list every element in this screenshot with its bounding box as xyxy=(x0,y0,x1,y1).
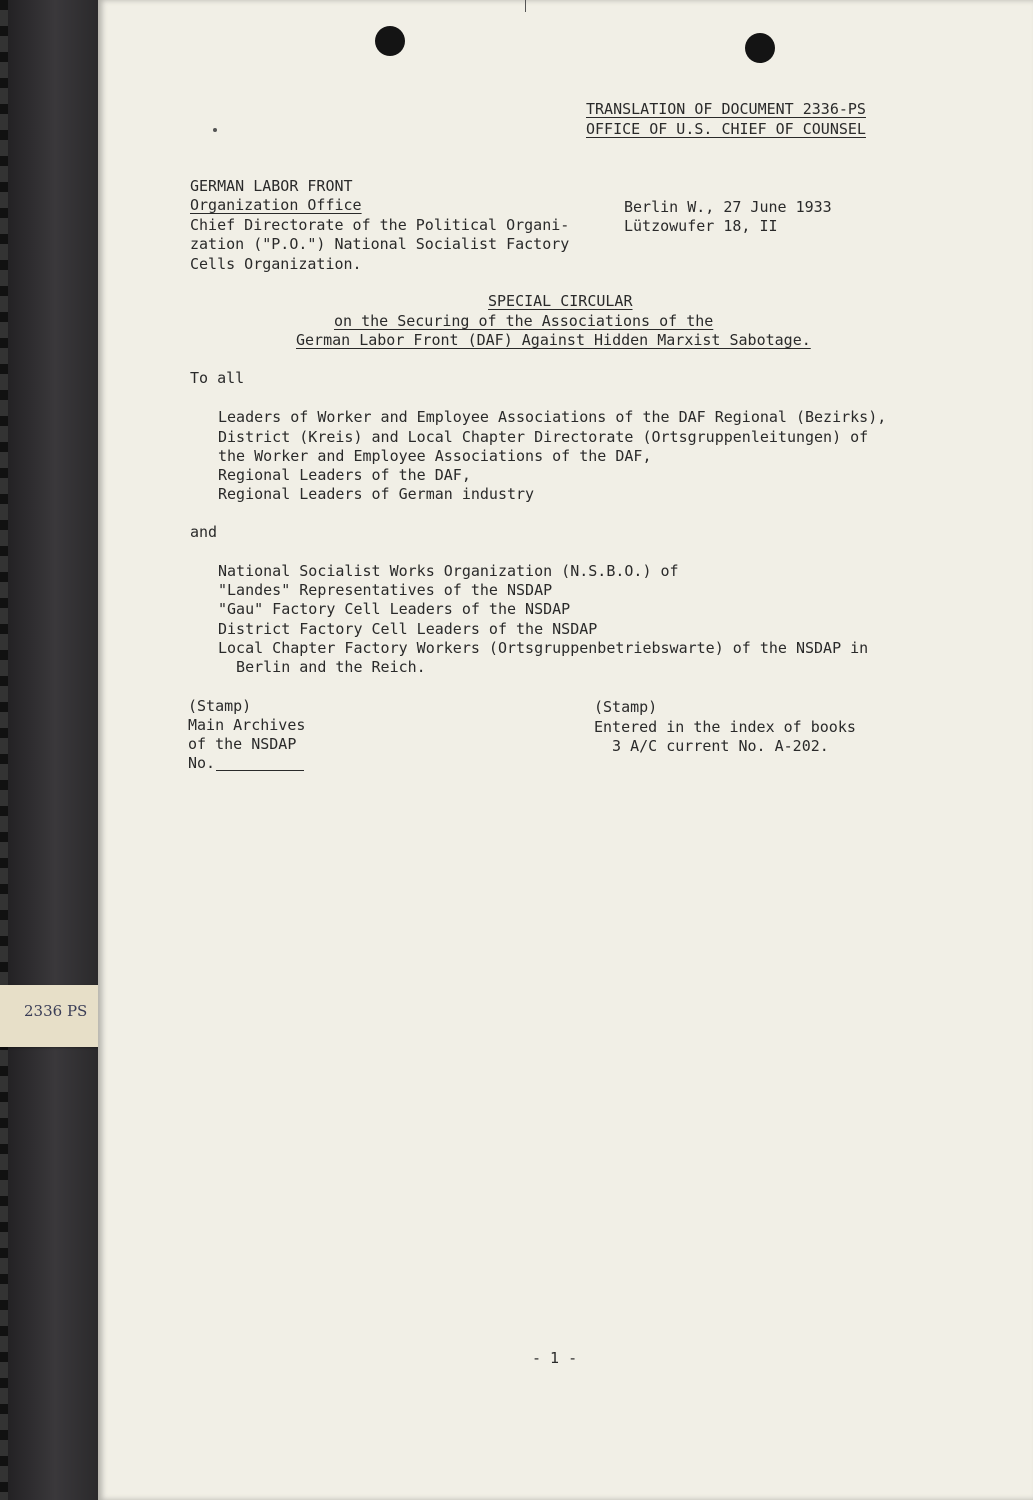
punch-hole-left xyxy=(375,26,405,56)
exhibit-tab-label: 2336 PS xyxy=(24,1002,88,1020)
conjunction: and xyxy=(190,523,218,541)
recipient-line: Leaders of Worker and Employee Associations of the DAF Regional (Bezirks), xyxy=(218,408,887,426)
sender-line: Chief Directorate of the Political Organi- xyxy=(190,216,570,234)
recipient-line: "Landes" Representatives of the NSDAP xyxy=(218,581,553,599)
stamp-left-number: No. xyxy=(188,754,216,772)
header-line-1: TRANSLATION OF DOCUMENT 2336-PS xyxy=(586,100,866,118)
stamp-left-line: Main Archives xyxy=(188,716,306,734)
sender-office: Organization Office xyxy=(190,196,362,214)
title-line-1: SPECIAL CIRCULAR xyxy=(488,292,633,310)
sender-line: Cells Organization. xyxy=(190,255,362,273)
stamp-right-label: (Stamp) xyxy=(594,698,658,716)
stamp-right-line: Entered in the index of books xyxy=(594,718,856,736)
title-line-3: German Labor Front (DAF) Against Hidden Marxist Sabotage. xyxy=(296,331,811,349)
ink-speck xyxy=(213,128,217,132)
recipient-line: Berlin and the Reich. xyxy=(218,658,426,676)
number-blank-line xyxy=(216,770,304,771)
stamp-left-line: of the NSDAP xyxy=(188,735,297,753)
address-line: Lützowufer 18, II xyxy=(624,217,778,235)
binder-spine xyxy=(0,0,100,1500)
recipient-line: Regional Leaders of the DAF, xyxy=(218,466,471,484)
recipient-line: National Socialist Works Organization (N.S.B.O.) of xyxy=(218,562,679,580)
recipient-line: "Gau" Factory Cell Leaders of the NSDAP xyxy=(218,600,571,618)
recipient-line: District Factory Cell Leaders of the NSDAP xyxy=(218,620,598,638)
recipient-line: District (Kreis) and Local Chapter Directorate (Ortsgruppenleitungen) of xyxy=(218,428,869,446)
exhibit-tab xyxy=(0,985,99,1047)
binder-edge xyxy=(0,0,8,1500)
header-line-2: OFFICE OF U.S. CHIEF OF COUNSEL xyxy=(586,120,866,138)
stamp-left-label: (Stamp) xyxy=(188,697,252,715)
punch-hole-right xyxy=(745,33,775,63)
title-line-2: on the Securing of the Associations of the xyxy=(334,312,714,330)
stamp-right-line: 3 A/C current No. A-202. xyxy=(594,737,829,755)
salutation: To all xyxy=(190,369,245,387)
date-line: Berlin W., 27 June 1933 xyxy=(624,198,832,216)
recipient-line: Local Chapter Factory Workers (Ortsgruppenbetriebswarte) of the NSDAP in xyxy=(218,639,869,657)
recipient-line: Regional Leaders of German industry xyxy=(218,485,535,503)
pencil-mark xyxy=(525,0,526,12)
sender-line: zation ("P.O.") National Socialist Factory xyxy=(190,235,570,253)
sender-org: GERMAN LABOR FRONT xyxy=(190,177,353,195)
page-number: - 1 - xyxy=(532,1349,578,1367)
recipient-line: the Worker and Employee Associations of the DAF, xyxy=(218,447,652,465)
document-page xyxy=(98,0,1033,1500)
